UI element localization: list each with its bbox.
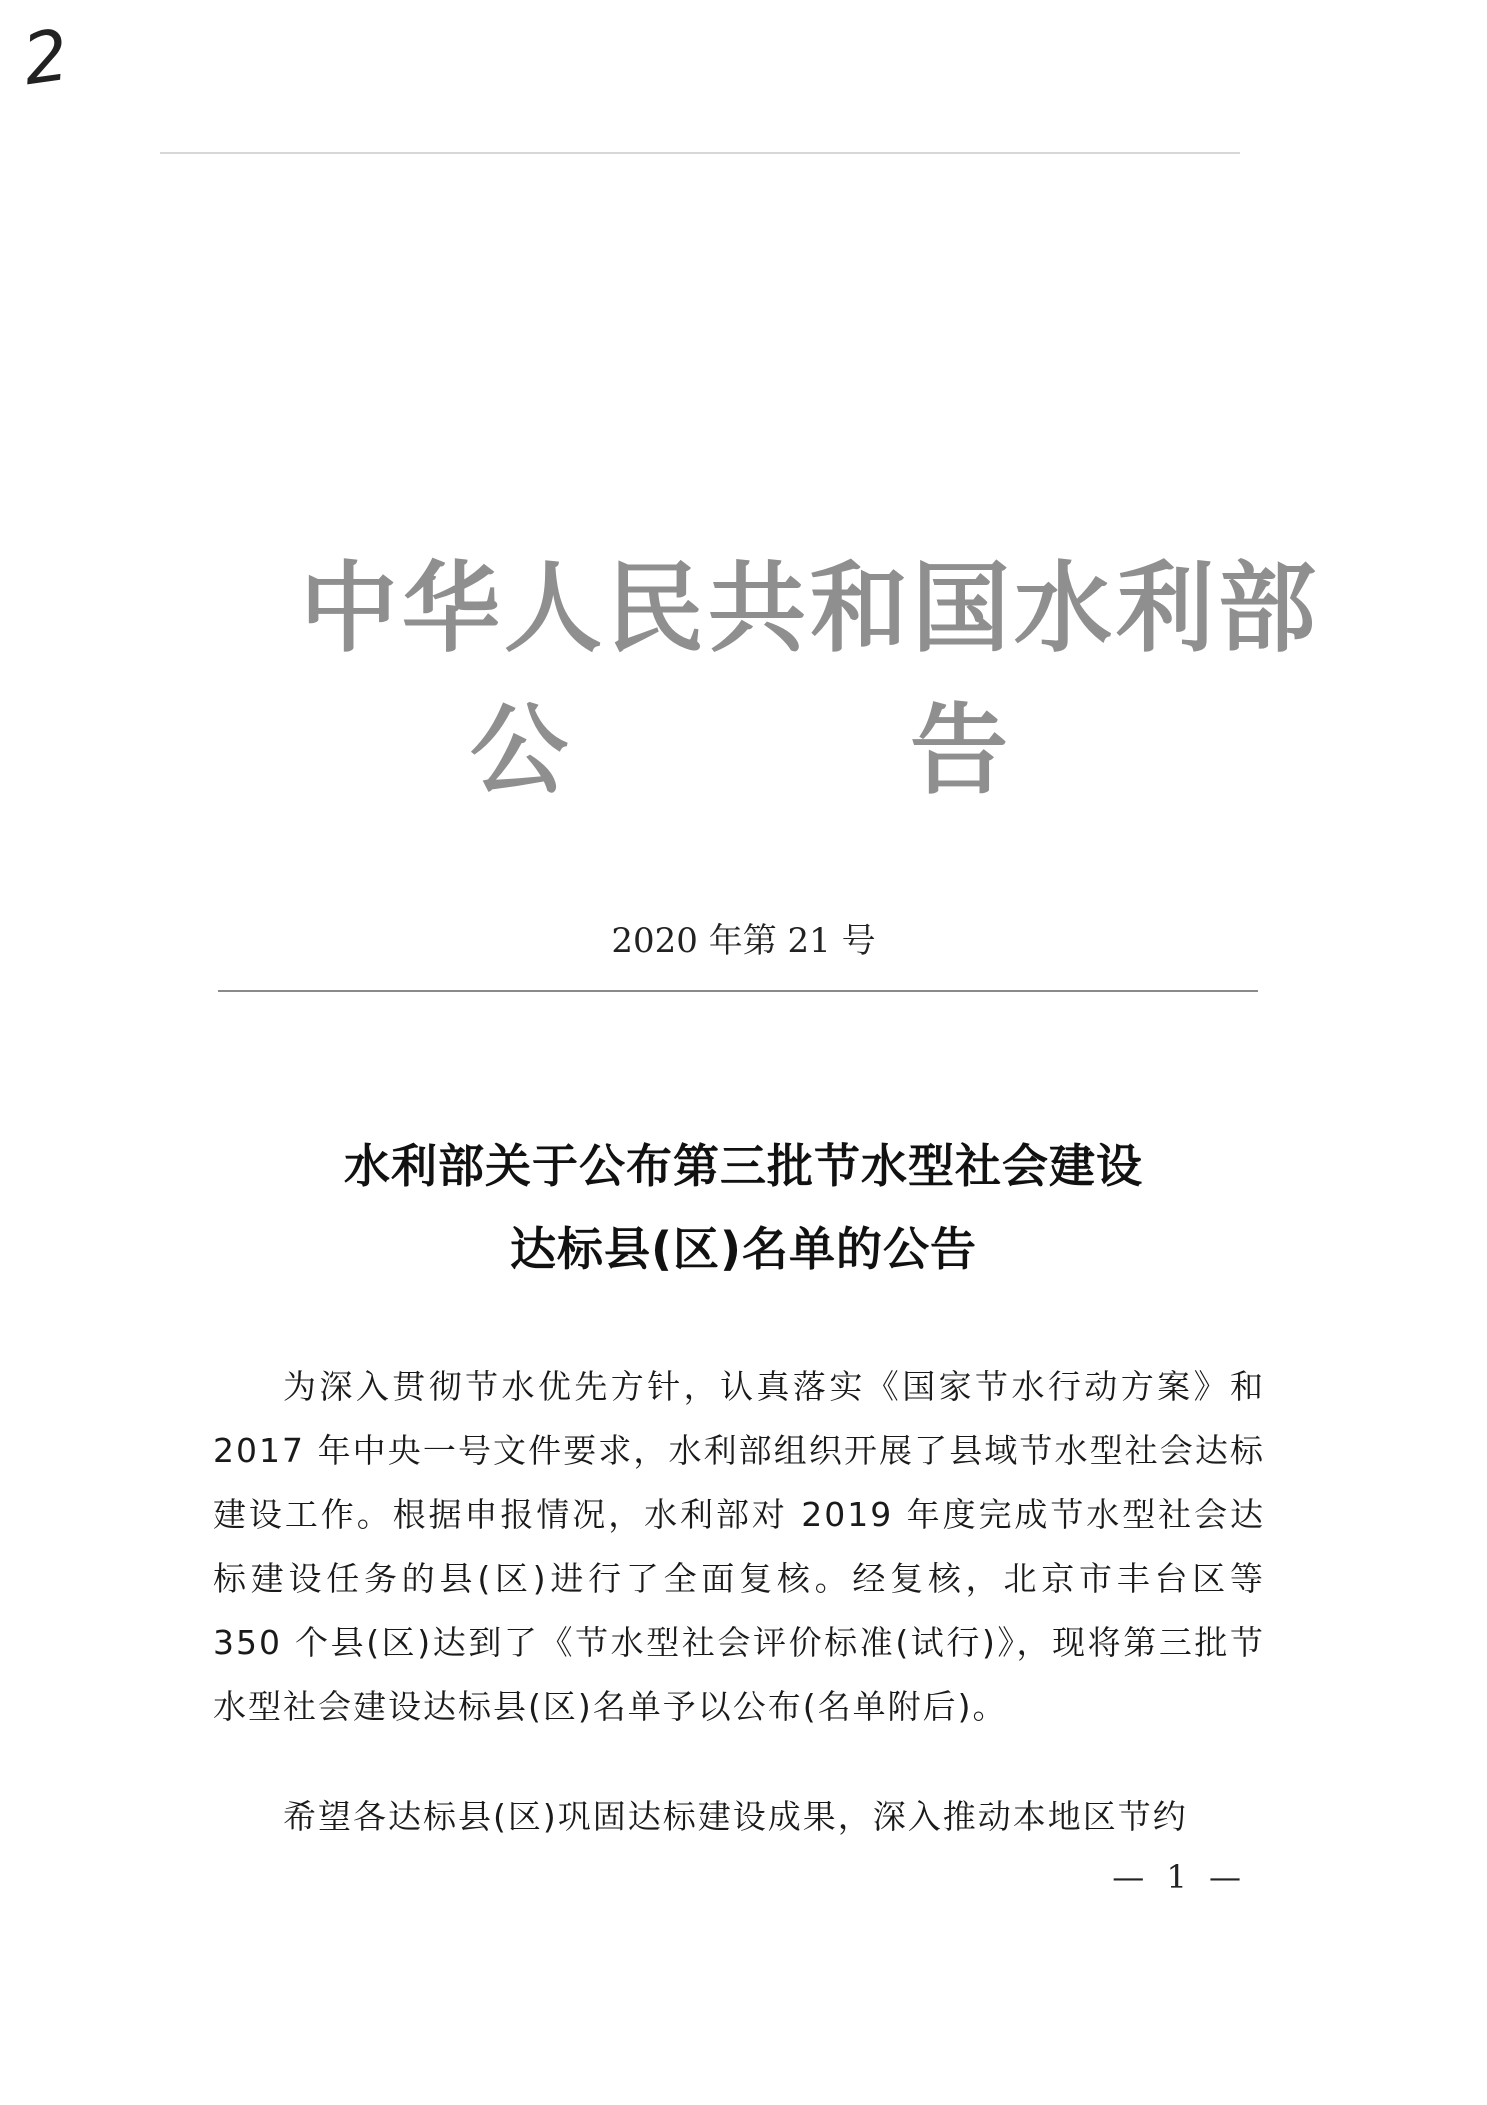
masthead-organization: 中华人民共和国水利部 [300,552,1321,666]
body-paragraph-2: 希望各达标县(区)巩固达标建设成果，深入推动本地区节约 [283,1797,1188,1836]
masthead-doctype-char-2: 告 [910,694,1009,808]
handwritten-mark: 2 [18,13,74,102]
document-title-line-1: 水利部关于公布第三批节水型社会建设 [344,1139,1143,1193]
page-number: — 1 — [1112,1858,1247,1896]
masthead-doctype-char-1: 公 [470,694,569,808]
document-number: 2020 年第 21 号 [611,921,876,961]
body-paragraph-1: 为深入贯彻节水优先方针，认真落实《国家节水行动方案》和 2017 年中央一号文件要求，水利部组织开展了县域节水型社会达标建设工作。根据申报情况，水利部对 2019 年度完成节水型社会达标建设任务的县(区)进行了全面复核。经复核，北京市丰台区等 350 个县(区)达到了《节水型社会评价标准(试行)》，现将第三批节水型社会建设达标县(区)名单予以公布(名单附后)。 [213,1367,1265,1726]
header-divider [218,990,1258,992]
document-title-line-2: 达标县(区)名单的公告 [509,1222,978,1276]
scan-artifact [160,152,1240,154]
